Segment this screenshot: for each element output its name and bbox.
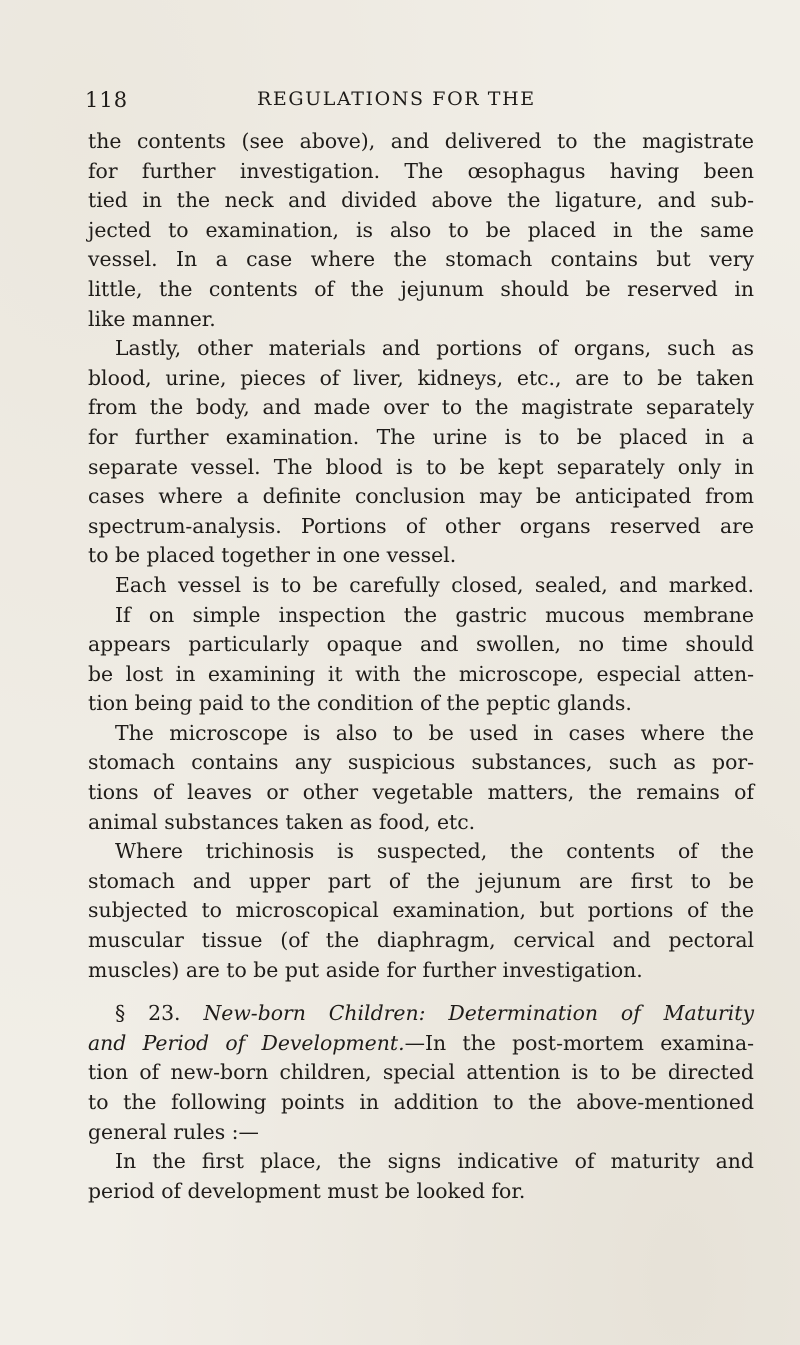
text-line: Where trichinosis is suspected, the contents of the (115, 839, 754, 864)
section-title-continued: and Period of Development. (88, 1030, 405, 1055)
text-line: muscles) are to be put aside for further investigation. (88, 957, 643, 982)
section-number: § 23. (115, 1001, 181, 1026)
text-line: period of development must be looked for. (88, 1178, 526, 1203)
text-line: be lost in examining it with the microscope, especial atten- (88, 661, 754, 686)
text-line: Lastly, other materials and portions of organs, such as (115, 336, 754, 361)
text-line: for further investigation. The œsophagus having been (88, 158, 754, 183)
text-line: jected to examination, is also to be placed in the same (88, 217, 754, 242)
page-header (85, 88, 745, 118)
text-line: general rules :— (88, 1119, 259, 1144)
text-line: In the first place, the signs indicative of maturity and (115, 1149, 754, 1174)
section-lead-text: —In the post-mortem examina- (404, 1030, 754, 1055)
running-head: REGULATIONS FOR THE (257, 88, 536, 110)
text-line: the contents (see above), and delivered to the magistrate (88, 129, 754, 153)
page-number: 118 (85, 88, 129, 112)
text-line: little, the contents of the jejunum should be reserved in (88, 276, 754, 301)
text-line: for further examination. The urine is to be placed in a (88, 424, 754, 449)
text-line: separate vessel. The blood is to be kept separately only in (88, 454, 754, 479)
text-line: vessel. In a case where the stomach contains but very (88, 247, 754, 272)
section-heading-line (88, 999, 754, 1029)
text-line: The microscope is also to be used in cases where the (115, 720, 754, 745)
section-gap (88, 985, 754, 999)
text-line: tion being paid to the condition of the peptic glands. (88, 691, 632, 716)
text-line: muscular tissue (of the diaphragm, cervical and pectoral (88, 928, 754, 953)
text-line: to the following points in addition to the above-mentioned (88, 1090, 754, 1114)
text-line: subjected to microscopical examination, but portions of the (88, 898, 754, 923)
text-line: tion of new-born children, special attention is to be directed (88, 1060, 754, 1085)
text-line: tions of leaves or other vegetable matters, the remains of (88, 780, 754, 805)
text-line: stomach and upper part of the jejunum are first to be (88, 868, 754, 893)
section-heading-line (88, 1029, 754, 1059)
text-line: cases where a definite conclusion may be anticipated from (88, 484, 754, 509)
text-line: stomach contains any suspicious substances, such as por- (88, 750, 754, 775)
text-line: Each vessel is to be carefully closed, sealed, and marked. (115, 572, 754, 597)
text-line: tied in the neck and divided above the ligature, and sub- (88, 188, 754, 213)
text-line: spectrum-analysis. Portions of other organs reserved are (88, 513, 754, 538)
text-line: blood, urine, pieces of liver, kidneys, etc., are to be taken (88, 365, 754, 390)
body-text (88, 127, 754, 1206)
text-line: to be placed together in one vessel. (88, 543, 457, 568)
text-line: from the body, and made over to the magistrate separately (88, 395, 754, 420)
text-line: like manner. (88, 306, 216, 331)
section-title: New-born Children: Determination of Maturity (203, 1001, 754, 1026)
text-line: animal substances taken as food, etc. (88, 809, 476, 834)
text-line: If on simple inspection the gastric mucous membrane (115, 602, 754, 627)
text-line: appears particularly opaque and swollen, no time should (88, 632, 754, 657)
